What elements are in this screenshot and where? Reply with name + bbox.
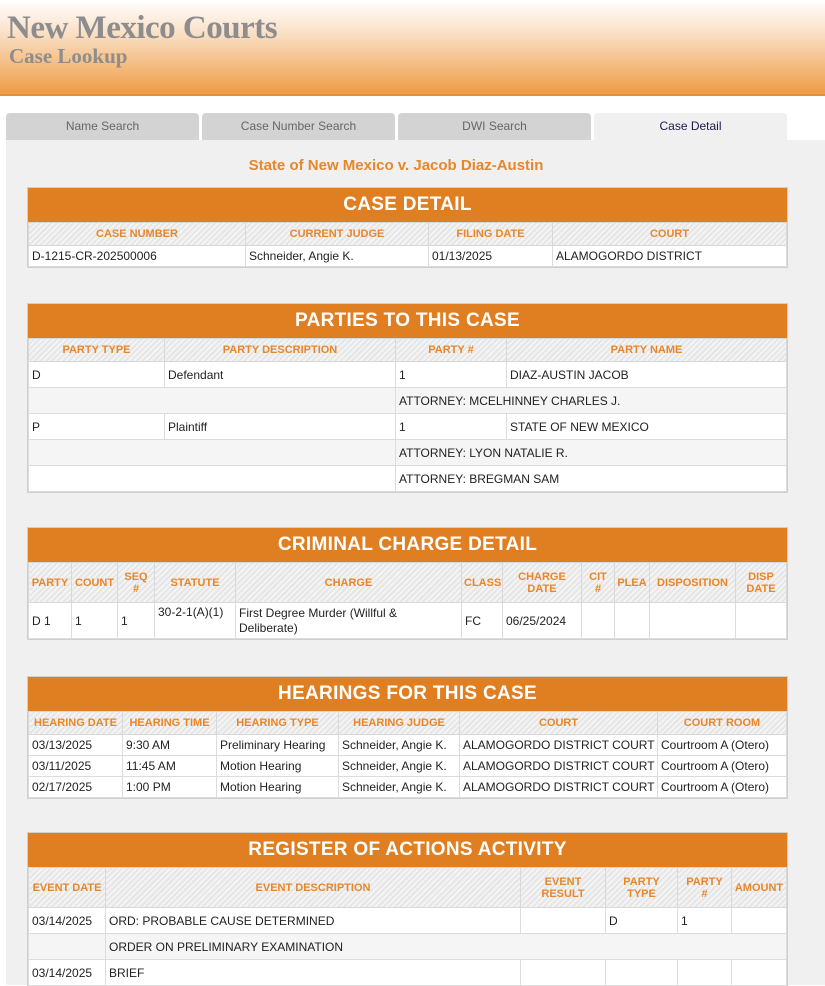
hearing-room: Courtroom A (Otero) (658, 777, 787, 798)
column-header: PARTY NAME (507, 339, 787, 362)
charge-class: FC (462, 603, 503, 639)
hearing-court: ALAMOGORDO DISTRICT COURT (460, 756, 658, 777)
party-name: STATE OF NEW MEXICO (507, 414, 787, 440)
charge-description: First Degree Murder (Willful & Deliberate) (236, 603, 462, 639)
column-header: PARTY DESCRIPTION (165, 339, 396, 362)
event-amount (732, 908, 787, 934)
tab-dwi-search[interactable]: DWI Search (398, 113, 591, 140)
case-detail-panel (6, 140, 825, 985)
column-header: COURT ROOM (658, 712, 787, 735)
tab-bar (6, 113, 825, 140)
hearing-judge: Schneider, Angie K. (339, 756, 460, 777)
section-heading: HEARINGS FOR THIS CASE (28, 677, 787, 711)
column-header: COURT (460, 712, 658, 735)
event-result (521, 908, 606, 934)
event-description: ORD: PROBABLE CAUSE DETERMINED (106, 908, 521, 934)
column-header: CLASS (462, 563, 503, 603)
register-table (28, 867, 787, 986)
event-date (29, 934, 106, 960)
charge-statute: 30-2-1(A)(1) (155, 603, 236, 639)
attorney-row (29, 440, 787, 466)
charge-disposition (650, 603, 736, 639)
party-type: P (29, 414, 165, 440)
column-header: CASE NUMBER (29, 223, 246, 246)
hearing-type: Motion Hearing (217, 756, 339, 777)
column-header: PARTY (29, 563, 72, 603)
section-heading: CASE DETAIL (28, 188, 787, 222)
column-header: SEQ # (118, 563, 155, 603)
table-row (29, 756, 787, 777)
column-header: PARTY TYPE (606, 868, 678, 908)
event-date: 03/14/2025 (29, 908, 106, 934)
case-detail-section (27, 187, 788, 268)
party-name: DIAZ-AUSTIN JACOB (507, 362, 787, 388)
charge-seq: 1 (118, 603, 155, 639)
column-header: EVENT DESCRIPTION (106, 868, 521, 908)
event-party-type: D (606, 908, 678, 934)
hearing-type: Preliminary Hearing (217, 735, 339, 756)
register-section (27, 832, 788, 986)
attorney-row (29, 388, 787, 414)
hearing-date: 02/17/2025 (29, 777, 123, 798)
attorney-row (29, 466, 787, 492)
column-header: AMOUNT (732, 868, 787, 908)
filing-date: 01/13/2025 (429, 246, 553, 267)
column-header: HEARING TYPE (217, 712, 339, 735)
hearing-court: ALAMOGORDO DISTRICT COURT (460, 777, 658, 798)
hearing-time: 11:45 AM (123, 756, 217, 777)
column-header: CIT # (582, 563, 615, 603)
case-detail-table (28, 222, 787, 267)
event-party-type (606, 960, 678, 986)
party-number: 1 (396, 362, 507, 388)
hearing-court: ALAMOGORDO DISTRICT COURT (460, 735, 658, 756)
tab-case-number-search[interactable]: Case Number Search (202, 113, 395, 140)
table-row (29, 777, 787, 798)
column-header: PARTY # (678, 868, 732, 908)
site-title: New Mexico Courts (7, 10, 278, 46)
event-amount (732, 960, 787, 986)
table-row (29, 246, 787, 267)
charges-section (27, 527, 788, 640)
hearing-date: 03/11/2025 (29, 756, 123, 777)
column-header: HEARING JUDGE (339, 712, 460, 735)
party-number: 1 (396, 414, 507, 440)
party-description: Defendant (165, 362, 396, 388)
site-banner (0, 0, 825, 96)
section-heading: CRIMINAL CHARGE DETAIL (28, 528, 787, 562)
charge-cit (582, 603, 615, 639)
attorney-name: ATTORNEY: BREGMAN SAM (396, 466, 787, 492)
column-header: COUNT (72, 563, 118, 603)
event-party-number: 1 (678, 908, 732, 934)
column-header: DISPOSITION (650, 563, 736, 603)
event-result (521, 960, 606, 986)
parties-table (28, 338, 787, 492)
column-header: CURRENT JUDGE (246, 223, 429, 246)
table-row (29, 735, 787, 756)
section-heading: PARTIES TO THIS CASE (28, 304, 787, 338)
column-header: HEARING DATE (29, 712, 123, 735)
current-judge: Schneider, Angie K. (246, 246, 429, 267)
hearing-date: 03/13/2025 (29, 735, 123, 756)
charge-count: 1 (72, 603, 118, 639)
hearing-judge: Schneider, Angie K. (339, 777, 460, 798)
hearing-type: Motion Hearing (217, 777, 339, 798)
hearings-table (28, 711, 787, 798)
attorney-name: ATTORNEY: MCELHINNEY CHARLES J. (396, 388, 787, 414)
tab-case-detail[interactable]: Case Detail (594, 113, 787, 140)
column-header: EVENT RESULT (521, 868, 606, 908)
court: ALAMOGORDO DISTRICT (553, 246, 787, 267)
column-header: PARTY TYPE (29, 339, 165, 362)
column-header: PARTY # (396, 339, 507, 362)
party-description: Plaintiff (165, 414, 396, 440)
column-header: STATUTE (155, 563, 236, 603)
column-header: COURT (553, 223, 787, 246)
site-subtitle: Case Lookup (9, 44, 128, 68)
column-header: PLEA (615, 563, 650, 603)
event-party-number (678, 960, 732, 986)
hearing-time: 1:00 PM (123, 777, 217, 798)
column-header: CHARGE (236, 563, 462, 603)
table-row (29, 362, 787, 388)
hearing-judge: Schneider, Angie K. (339, 735, 460, 756)
table-row (29, 603, 787, 639)
attorney-name: ATTORNEY: LYON NATALIE R. (396, 440, 787, 466)
charge-plea (615, 603, 650, 639)
charge-disp-date (736, 603, 787, 639)
event-description: BRIEF (106, 960, 521, 986)
tab-name-search[interactable]: Name Search (6, 113, 199, 140)
column-header: DISP DATE (736, 563, 787, 603)
table-row (29, 934, 787, 960)
table-row (29, 908, 787, 934)
hearing-time: 9:30 AM (123, 735, 217, 756)
charge-date: 06/25/2024 (503, 603, 582, 639)
hearing-room: Courtroom A (Otero) (658, 735, 787, 756)
section-heading: REGISTER OF ACTIONS ACTIVITY (28, 833, 787, 867)
event-description: ORDER ON PRELIMINARY EXAMINATION (106, 934, 787, 960)
table-row (29, 414, 787, 440)
parties-section (27, 303, 788, 493)
column-header: HEARING TIME (123, 712, 217, 735)
column-header: FILING DATE (429, 223, 553, 246)
column-header: CHARGE DATE (503, 563, 582, 603)
hearings-section (27, 676, 788, 799)
charge-party: D 1 (29, 603, 72, 639)
event-date: 03/14/2025 (29, 960, 106, 986)
hearing-room: Courtroom A (Otero) (658, 756, 787, 777)
party-type: D (29, 362, 165, 388)
case-number: D-1215-CR-202500006 (29, 246, 246, 267)
case-title: State of New Mexico v. Jacob Diaz-Austin (248, 157, 544, 174)
table-row (29, 960, 787, 986)
charges-table (28, 562, 787, 639)
column-header: EVENT DATE (29, 868, 106, 908)
